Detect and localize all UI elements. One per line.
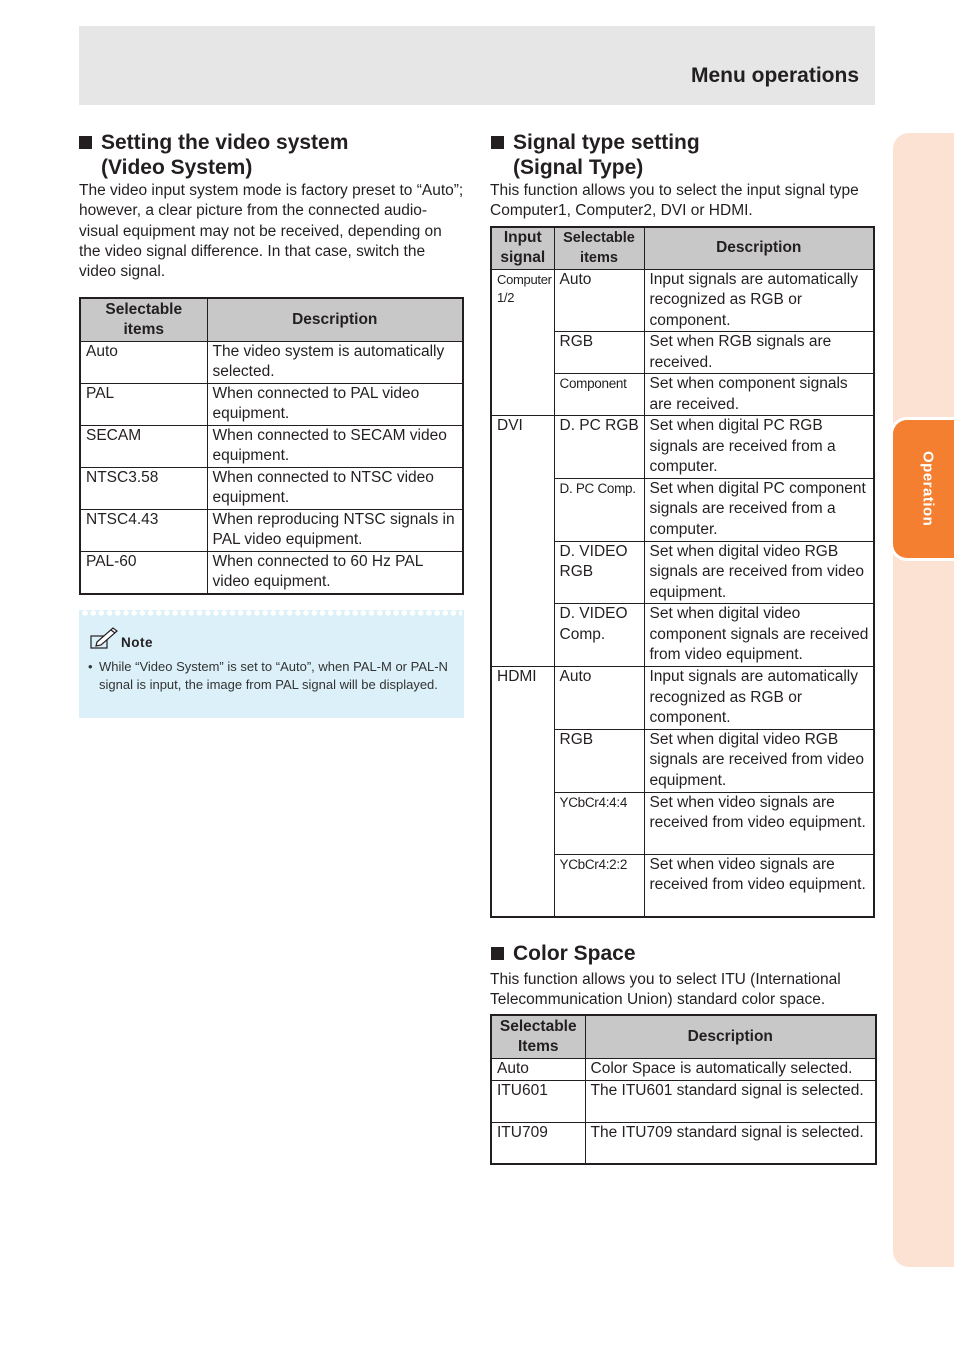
color-space-table bbox=[490, 1014, 877, 1165]
description-cell: When reproducing NTSC signals in PAL video equipment. bbox=[207, 509, 463, 551]
item-cell: Auto bbox=[491, 1058, 585, 1080]
description-cell: When connected to SECAM video equipment. bbox=[207, 425, 463, 467]
description-cell: The ITU709 standard signal is selected. bbox=[585, 1122, 876, 1164]
table-row bbox=[80, 425, 463, 467]
description-cell: Set when RGB signals are received. bbox=[644, 332, 874, 374]
signal-type-heading-line1: Signal type setting bbox=[513, 131, 700, 154]
video-system-table bbox=[79, 297, 464, 595]
table-row bbox=[80, 551, 463, 594]
description-cell: Set when digital video RGB signals are received from video equipment. bbox=[644, 541, 874, 604]
square-bullet-icon bbox=[79, 136, 92, 149]
page-title: Menu operations bbox=[690, 64, 859, 87]
description-cell: When connected to 60 Hz PAL video equipment. bbox=[207, 551, 463, 594]
note-item bbox=[88, 658, 449, 695]
column-header: Selectable Items bbox=[491, 1015, 585, 1058]
item-cell: Auto bbox=[80, 341, 207, 383]
note-label: Note bbox=[121, 635, 153, 650]
table-row bbox=[80, 467, 463, 509]
description-cell: Set when video signals are received from video equipment. bbox=[644, 792, 874, 854]
input-signal-cell: DVI bbox=[491, 416, 554, 667]
item-cell: NTSC3.58 bbox=[80, 467, 207, 509]
note-dotted-border bbox=[81, 610, 462, 616]
table-row bbox=[491, 1122, 876, 1164]
color-space-heading-text: Color Space bbox=[513, 942, 636, 965]
column-header: Selectable items bbox=[554, 227, 644, 269]
table-row bbox=[491, 1080, 876, 1122]
side-tab-label: Operation bbox=[919, 451, 937, 527]
video-system-heading bbox=[79, 130, 459, 180]
item-cell: ITU601 bbox=[491, 1080, 585, 1122]
column-header: Description bbox=[207, 298, 463, 341]
color-space-heading bbox=[491, 941, 871, 966]
input-signal-cell: Computer 1/2 bbox=[491, 269, 554, 416]
description-cell: When connected to PAL video equipment. bbox=[207, 383, 463, 425]
signal-type-heading bbox=[491, 130, 871, 180]
description-cell: The video system is automatically selected. bbox=[207, 341, 463, 383]
table-row bbox=[491, 1058, 876, 1080]
item-cell: YCbCr4:2:2 bbox=[554, 854, 644, 917]
header-band bbox=[79, 26, 875, 105]
item-cell: D. PC Comp. bbox=[554, 478, 644, 541]
item-cell: RGB bbox=[554, 332, 644, 374]
note-header bbox=[89, 626, 153, 650]
bullet-icon: • bbox=[88, 659, 93, 674]
table-row bbox=[80, 509, 463, 551]
note-text: While “Video System” is set to “Auto”, when PAL-M or PAL-N signal is input, the image from PAL signal will be displayed. bbox=[99, 659, 448, 693]
description-cell: Set when component signals are received. bbox=[644, 374, 874, 416]
description-cell: Set when digital video component signals are received from video equipment. bbox=[644, 604, 874, 667]
pencil-note-icon bbox=[89, 626, 119, 650]
item-cell: ITU709 bbox=[491, 1122, 585, 1164]
item-cell: PAL-60 bbox=[80, 551, 207, 594]
table-row bbox=[491, 416, 874, 479]
input-signal-cell: HDMI bbox=[491, 667, 554, 918]
column-header: Selectable items bbox=[80, 298, 207, 341]
item-cell: RGB bbox=[554, 729, 644, 792]
item-cell: D. VIDEO RGB bbox=[554, 541, 644, 604]
video-system-heading-line2: (Video System) bbox=[101, 156, 253, 179]
item-cell: Auto bbox=[554, 667, 644, 730]
item-cell: Component bbox=[554, 374, 644, 416]
side-band bbox=[893, 133, 954, 1267]
column-header: Input signal bbox=[491, 227, 554, 269]
description-cell: When connected to NTSC video equipment. bbox=[207, 467, 463, 509]
column-header: Description bbox=[585, 1015, 876, 1058]
item-cell: NTSC4.43 bbox=[80, 509, 207, 551]
item-cell: YCbCr4:4:4 bbox=[554, 792, 644, 854]
column-header: Description bbox=[644, 227, 874, 269]
item-cell: D. VIDEO Comp. bbox=[554, 604, 644, 667]
table-row bbox=[491, 667, 874, 730]
signal-type-intro: This function allows you to select the input signal type Computer1, Computer2, DVI or HDMI. bbox=[490, 182, 859, 220]
description-cell: Input signals are automatically recognized as RGB or component. bbox=[644, 269, 874, 332]
item-cell: Auto bbox=[554, 269, 644, 332]
item-cell: D. PC RGB bbox=[554, 416, 644, 479]
table-row bbox=[491, 269, 874, 332]
note-box bbox=[79, 610, 464, 718]
description-cell: Set when digital video RGB signals are received from video equipment. bbox=[644, 729, 874, 792]
description-cell: The ITU601 standard signal is selected. bbox=[585, 1080, 876, 1122]
item-cell: SECAM bbox=[80, 425, 207, 467]
signal-type-heading-line2: (Signal Type) bbox=[513, 156, 644, 179]
video-system-intro: The video input system mode is factory preset to “Auto”; however, a clear picture from the connected audio-visual equipment may not be received, depending on the video signal difference. In that case, switch the video signal. bbox=[79, 182, 464, 281]
signal-type-table bbox=[490, 226, 875, 918]
side-tab-operation[interactable] bbox=[893, 420, 954, 558]
item-cell: PAL bbox=[80, 383, 207, 425]
square-bullet-icon bbox=[491, 947, 504, 960]
color-space-intro: This function allows you to select ITU (International Telecommunication Union) standard color space. bbox=[490, 971, 841, 1009]
video-system-heading-line1: Setting the video system bbox=[101, 131, 349, 154]
description-cell: Color Space is automatically selected. bbox=[585, 1058, 876, 1080]
description-cell: Set when video signals are received from video equipment. bbox=[644, 854, 874, 917]
description-cell: Set when digital PC RGB signals are received from a computer. bbox=[644, 416, 874, 479]
table-row bbox=[80, 341, 463, 383]
square-bullet-icon bbox=[491, 136, 504, 149]
table-row bbox=[80, 383, 463, 425]
description-cell: Set when digital PC component signals are received from a computer. bbox=[644, 478, 874, 541]
description-cell: Input signals are automatically recognized as RGB or component. bbox=[644, 667, 874, 730]
